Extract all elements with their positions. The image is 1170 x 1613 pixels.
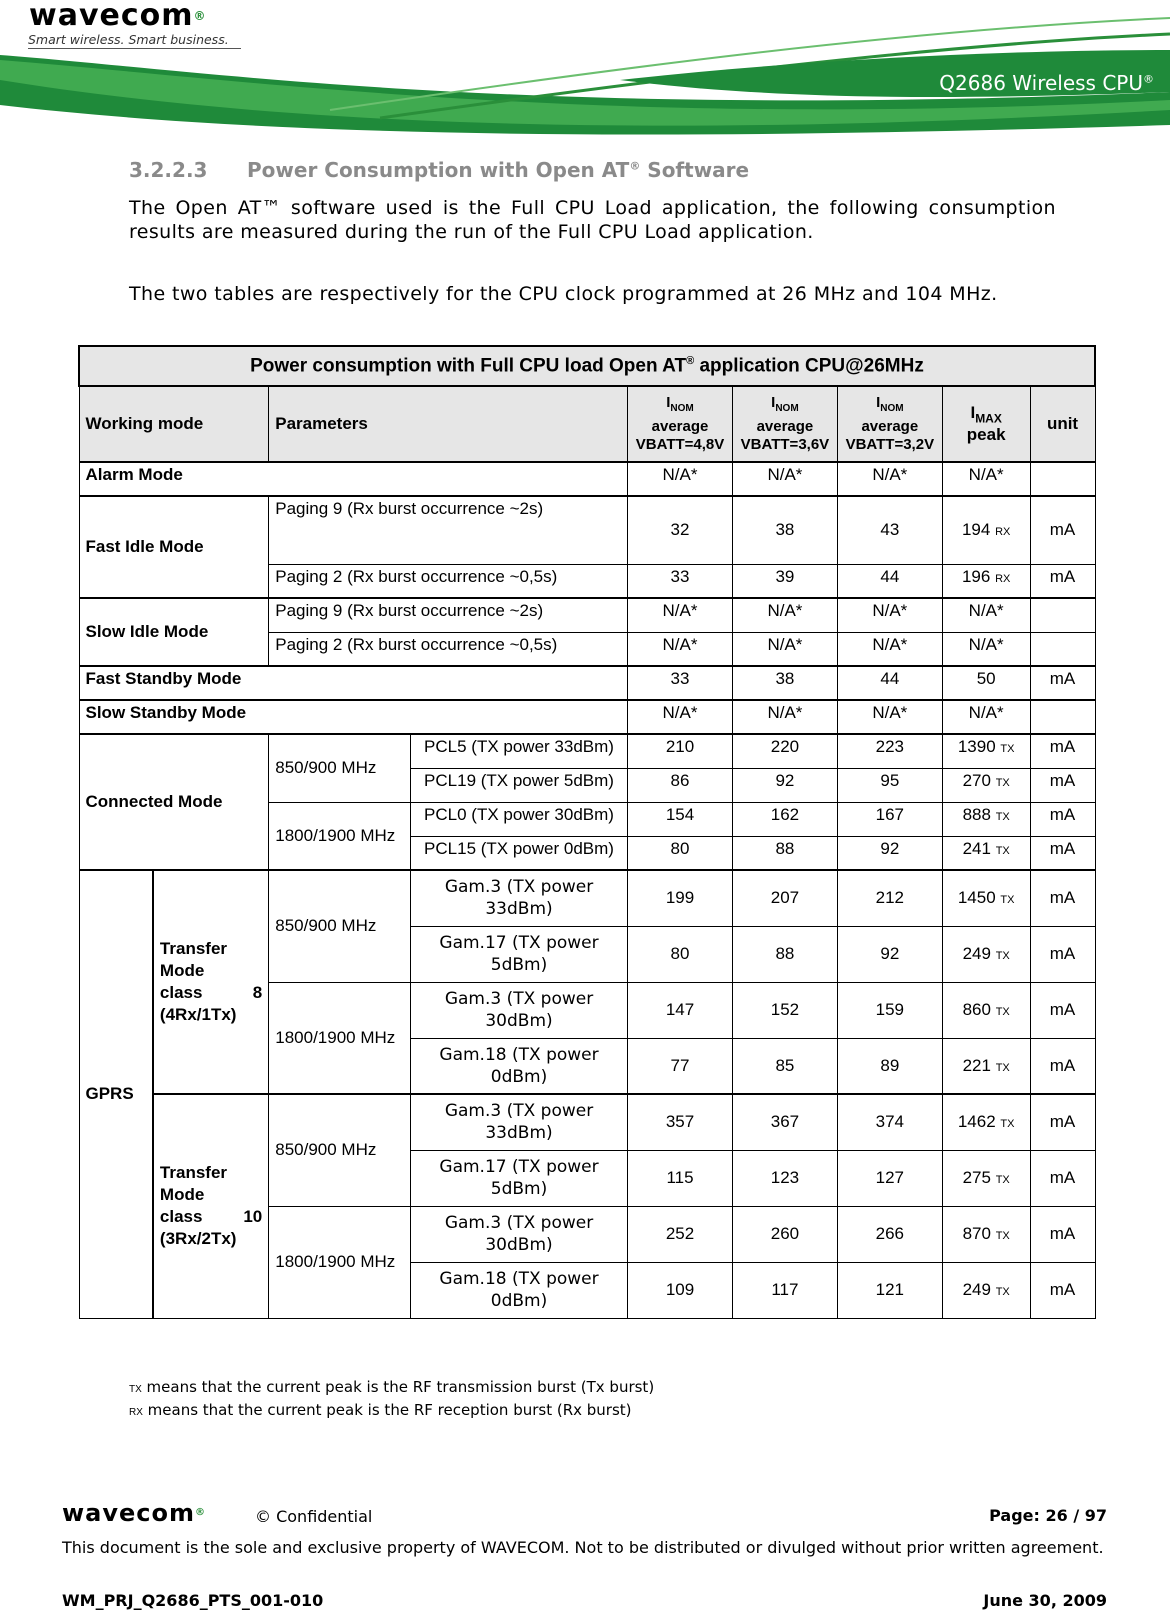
vbatt-36: VBATT=3,6V bbox=[740, 436, 830, 453]
param-cell: Gam.18 (TX power 0dBm) bbox=[410, 1262, 627, 1318]
peak-value: 860 bbox=[962, 1000, 991, 1019]
cell-unit: mA bbox=[1030, 870, 1095, 926]
section-title-mark: ® bbox=[629, 159, 641, 173]
cell-peak bbox=[942, 1094, 1030, 1150]
cell: 207 bbox=[732, 870, 837, 926]
cell: N/A* bbox=[942, 632, 1030, 666]
cell: 154 bbox=[628, 802, 733, 836]
note-sub: TX bbox=[129, 1384, 142, 1395]
cell: 50 bbox=[942, 666, 1030, 700]
cell: 109 bbox=[628, 1262, 733, 1318]
cell: 115 bbox=[628, 1150, 733, 1206]
cell: N/A* bbox=[628, 700, 733, 734]
product-name bbox=[939, 71, 1154, 95]
class8-line bbox=[160, 982, 262, 1004]
mode-fast-idle: Fast Idle Mode bbox=[79, 496, 269, 598]
tagline: Smart wireless. Smart business. bbox=[28, 32, 229, 47]
param-cell: Gam.17 (TX power 5dBm) bbox=[410, 1150, 627, 1206]
page-number: Page: 26 / 97 bbox=[989, 1506, 1107, 1525]
cell: 77 bbox=[628, 1038, 733, 1094]
cell: N/A* bbox=[628, 598, 733, 632]
cell: 86 bbox=[628, 768, 733, 802]
class8-number: 8 bbox=[252, 983, 263, 1002]
transfer-class-10 bbox=[153, 1094, 269, 1318]
cell: N/A* bbox=[837, 632, 942, 666]
header-unit: unit bbox=[1030, 386, 1095, 462]
cell: N/A* bbox=[732, 700, 837, 734]
peak-value: 870 bbox=[962, 1224, 991, 1243]
table-row bbox=[79, 870, 1095, 926]
peak-sub: TX bbox=[995, 810, 1010, 823]
band-cell: 850/900 MHz bbox=[269, 870, 411, 982]
cell-unit bbox=[1030, 598, 1095, 632]
band-cell: 1800/1900 MHz bbox=[269, 982, 411, 1094]
class10-number: 10 bbox=[243, 1207, 263, 1227]
cell: N/A* bbox=[628, 462, 733, 496]
table-row bbox=[79, 1094, 1095, 1150]
cell: 38 bbox=[732, 666, 837, 700]
param-cell: Gam.3 (TX power 30dBm) bbox=[410, 982, 627, 1038]
cell: 367 bbox=[732, 1094, 837, 1150]
header-parameters: Parameters bbox=[269, 386, 628, 462]
header-inom-32 bbox=[837, 386, 942, 462]
peak-sub: TX bbox=[995, 1174, 1010, 1186]
disclaimer: This document is the sole and exclusive property of WAVECOM. Not to be distributed or divulged without prior written agreement. bbox=[62, 1538, 1104, 1557]
cell: N/A* bbox=[942, 462, 1030, 496]
band-cell: 1800/1900 MHz bbox=[269, 1206, 411, 1318]
cell-unit: mA bbox=[1030, 666, 1095, 700]
peak-value: 1450 bbox=[957, 888, 996, 908]
footer-logo bbox=[62, 1500, 206, 1526]
band-cell: 850/900 MHz bbox=[269, 734, 411, 802]
average-label: average bbox=[651, 418, 709, 435]
table-caption-text: Power consumption with Full CPU load Open AT bbox=[250, 355, 687, 377]
param-cell: Gam.3 (TX power 30dBm) bbox=[410, 1206, 627, 1262]
cell: 39 bbox=[732, 564, 837, 598]
cell: N/A* bbox=[732, 598, 837, 632]
cell: 117 bbox=[732, 1262, 837, 1318]
power-consumption-table bbox=[78, 345, 1096, 1319]
document-date: June 30, 2009 bbox=[983, 1591, 1107, 1610]
table-caption-mark: ® bbox=[686, 354, 695, 367]
peak-sub: TX bbox=[995, 950, 1010, 962]
cell: 152 bbox=[732, 982, 837, 1038]
section-heading bbox=[129, 158, 749, 182]
note-rx bbox=[129, 1400, 654, 1423]
peak-sub: TX bbox=[995, 1061, 1010, 1074]
peak-sub: TX bbox=[995, 776, 1010, 789]
peak-value: 249 bbox=[962, 1280, 991, 1299]
note-text: means that the current peak is the RF reception burst (Rx burst) bbox=[142, 1401, 632, 1419]
class10-line: Mode bbox=[159, 1185, 205, 1205]
cell: 121 bbox=[837, 1262, 942, 1318]
cell: 95 bbox=[837, 768, 942, 802]
section-title-suffix: Software bbox=[640, 158, 750, 182]
document-reference: WM_PRJ_Q2686_PTS_001-010 bbox=[62, 1591, 324, 1610]
tagline-underline bbox=[28, 48, 241, 49]
band-cell: 1800/1900 MHz bbox=[269, 802, 411, 870]
class8-line: Transfer bbox=[159, 939, 228, 958]
cell: 44 bbox=[837, 564, 942, 598]
peak-sub: RX bbox=[995, 526, 1011, 539]
peak-sub: TX bbox=[1000, 1118, 1015, 1131]
header-working-mode: Working mode bbox=[79, 386, 269, 462]
peak-value: 196 bbox=[961, 566, 991, 586]
cell: N/A* bbox=[732, 632, 837, 666]
cell: 38 bbox=[732, 496, 837, 564]
inom-sub: NOM bbox=[880, 403, 904, 414]
note-tx bbox=[129, 1377, 654, 1400]
cell: 92 bbox=[837, 836, 942, 870]
cell: 210 bbox=[628, 734, 733, 768]
mode-gprs: GPRS bbox=[79, 870, 153, 1318]
cell-unit: mA bbox=[1030, 982, 1095, 1038]
vbatt-48: VBATT=4,8V bbox=[635, 436, 725, 453]
peak-sub: TX bbox=[995, 844, 1010, 857]
param-cell: Gam.3 (TX power 33dBm) bbox=[410, 1094, 627, 1150]
cell: N/A* bbox=[942, 598, 1030, 632]
cell-peak bbox=[942, 926, 1030, 982]
class10-word: class bbox=[159, 1207, 203, 1227]
confidential-label: © Confidential bbox=[255, 1507, 373, 1526]
cell-peak bbox=[942, 734, 1030, 768]
cell: 220 bbox=[732, 734, 837, 768]
band-cell: 850/900 MHz bbox=[269, 1094, 411, 1206]
cell: 357 bbox=[628, 1094, 733, 1150]
cell-unit: mA bbox=[1030, 1150, 1095, 1206]
class10-line bbox=[160, 1206, 262, 1228]
table-row bbox=[79, 462, 1095, 496]
cell: 223 bbox=[837, 734, 942, 768]
peak-sub: RX bbox=[995, 572, 1011, 585]
peak-sub: TX bbox=[995, 1230, 1010, 1242]
cell-peak bbox=[942, 768, 1030, 802]
cell-peak bbox=[942, 1262, 1030, 1318]
cell-unit: mA bbox=[1030, 802, 1095, 836]
peak-value: 241 bbox=[962, 838, 991, 858]
peak-value: 221 bbox=[962, 1055, 991, 1075]
param-cell: Paging 9 (Rx burst occurrence ~2s) bbox=[269, 496, 628, 564]
param-cell: PCL0 (TX power 30dBm) bbox=[410, 802, 627, 836]
cell: N/A* bbox=[837, 462, 942, 496]
paragraph-tables: The two tables are respectively for the CPU clock programmed at 26 MHz and 104 MHz. bbox=[129, 283, 998, 305]
cell-unit: mA bbox=[1030, 926, 1095, 982]
cell: N/A* bbox=[628, 632, 733, 666]
table-caption bbox=[79, 346, 1095, 386]
table-row bbox=[79, 598, 1095, 632]
cell: 159 bbox=[837, 982, 942, 1038]
mode-slow-standby: Slow Standby Mode bbox=[79, 700, 628, 734]
cell: 88 bbox=[732, 836, 837, 870]
section-title: Power Consumption with Open AT bbox=[247, 158, 630, 182]
cell: N/A* bbox=[837, 700, 942, 734]
cell: 162 bbox=[732, 802, 837, 836]
cell-peak bbox=[942, 870, 1030, 926]
cell: 147 bbox=[628, 982, 733, 1038]
inom-symbol: I bbox=[876, 394, 881, 411]
cell-unit: mA bbox=[1030, 836, 1095, 870]
cell-peak bbox=[942, 802, 1030, 836]
mode-connected: Connected Mode bbox=[79, 734, 269, 870]
cell-unit: mA bbox=[1030, 768, 1095, 802]
peak-label: peak bbox=[966, 425, 1006, 445]
class8-line: (4Rx/1Tx) bbox=[159, 1005, 237, 1024]
cell: 80 bbox=[628, 836, 733, 870]
param-cell: Paging 2 (Rx burst occurrence ~0,5s) bbox=[269, 564, 628, 598]
cell-peak bbox=[942, 836, 1030, 870]
mode-slow-idle: Slow Idle Mode bbox=[79, 598, 269, 666]
average-label: average bbox=[756, 418, 814, 435]
vbatt-32: VBATT=3,2V bbox=[845, 436, 935, 453]
peak-sub: TX bbox=[995, 1286, 1010, 1298]
cell: 260 bbox=[732, 1206, 837, 1262]
footer-logo-text: wavecom bbox=[62, 1499, 196, 1527]
header-inom-48 bbox=[628, 386, 733, 462]
cell-unit bbox=[1030, 700, 1095, 734]
table-notes bbox=[129, 1377, 654, 1423]
product-mark: ® bbox=[1143, 72, 1154, 86]
cell: N/A* bbox=[837, 598, 942, 632]
imax-symbol: I bbox=[970, 402, 976, 422]
cell: 167 bbox=[837, 802, 942, 836]
peak-value: 275 bbox=[962, 1168, 991, 1187]
cell-unit: mA bbox=[1030, 564, 1095, 598]
logo-text: wavecom bbox=[29, 0, 194, 33]
cell: 32 bbox=[628, 496, 733, 564]
mode-fast-standby: Fast Standby Mode bbox=[79, 666, 628, 700]
footer-logo-mark: ® bbox=[195, 1507, 207, 1518]
cell: 33 bbox=[628, 564, 733, 598]
param-cell: PCL15 (TX power 0dBm) bbox=[410, 836, 627, 870]
peak-value: 888 bbox=[962, 804, 991, 824]
peak-value: 1390 bbox=[957, 737, 996, 756]
cell: 80 bbox=[628, 926, 733, 982]
cell-peak bbox=[942, 564, 1030, 598]
cell: 212 bbox=[837, 870, 942, 926]
cell-peak bbox=[942, 982, 1030, 1038]
transfer-class-8 bbox=[153, 870, 269, 1094]
cell: 123 bbox=[732, 1150, 837, 1206]
cell: 43 bbox=[837, 496, 942, 564]
wavecom-logo bbox=[29, 0, 207, 32]
param-cell: PCL5 (TX power 33dBm) bbox=[410, 734, 627, 768]
inom-sub: NOM bbox=[670, 403, 694, 414]
inom-symbol: I bbox=[771, 394, 776, 411]
param-cell: Gam.18 (TX power 0dBm) bbox=[410, 1038, 627, 1094]
note-text: means that the current peak is the RF transmission burst (Tx burst) bbox=[141, 1378, 655, 1396]
cell-peak bbox=[942, 1038, 1030, 1094]
cell: 85 bbox=[732, 1038, 837, 1094]
cell-unit: mA bbox=[1030, 496, 1095, 564]
peak-value: 194 bbox=[961, 520, 991, 540]
paragraph-intro: The Open AT™ software used is the Full CPU Load application, the following consumption results are measured during the run of the Full CPU Load application. bbox=[129, 197, 1056, 243]
cell: 89 bbox=[837, 1038, 942, 1094]
inom-symbol: I bbox=[666, 394, 671, 411]
cell-unit: mA bbox=[1030, 1038, 1095, 1094]
class10-line: Transfer bbox=[159, 1163, 228, 1183]
peak-sub: TX bbox=[995, 1006, 1010, 1018]
cell-unit: mA bbox=[1030, 734, 1095, 768]
peak-value: 249 bbox=[962, 944, 991, 963]
table-row bbox=[79, 734, 1095, 768]
cell: 92 bbox=[732, 768, 837, 802]
cell-peak bbox=[942, 496, 1030, 564]
peak-sub: TX bbox=[1000, 743, 1015, 755]
class8-word: class bbox=[159, 983, 203, 1002]
cell: 199 bbox=[628, 870, 733, 926]
cell: 88 bbox=[732, 926, 837, 982]
cell: 44 bbox=[837, 666, 942, 700]
cell: N/A* bbox=[732, 462, 837, 496]
cell-peak bbox=[942, 1150, 1030, 1206]
param-cell: Paging 9 (Rx burst occurrence ~2s) bbox=[269, 598, 628, 632]
average-label: average bbox=[861, 418, 919, 435]
inom-sub: NOM bbox=[775, 403, 799, 414]
cell-unit bbox=[1030, 632, 1095, 666]
cell-unit: mA bbox=[1030, 1094, 1095, 1150]
cell-peak bbox=[942, 1206, 1030, 1262]
table-row bbox=[79, 496, 1095, 564]
class10-line: (3Rx/2Tx) bbox=[159, 1229, 237, 1249]
imax-sub: MAX bbox=[975, 411, 1002, 426]
param-cell: PCL19 (TX power 5dBm) bbox=[410, 768, 627, 802]
table-row bbox=[79, 700, 1095, 734]
param-cell: Gam.3 (TX power 33dBm) bbox=[410, 870, 627, 926]
peak-value: 1462 bbox=[957, 1112, 996, 1132]
peak-value: 270 bbox=[962, 770, 991, 790]
cell-unit: mA bbox=[1030, 1206, 1095, 1262]
cell: 127 bbox=[837, 1150, 942, 1206]
header-imax bbox=[942, 386, 1030, 462]
cell: 374 bbox=[837, 1094, 942, 1150]
param-cell: Gam.17 (TX power 5dBm) bbox=[410, 926, 627, 982]
logo-mark: ® bbox=[193, 9, 207, 23]
cell: 33 bbox=[628, 666, 733, 700]
cell: 266 bbox=[837, 1206, 942, 1262]
table-caption-suffix: application CPU@26MHz bbox=[694, 355, 924, 377]
cell: 92 bbox=[837, 926, 942, 982]
cell: 252 bbox=[628, 1206, 733, 1262]
cell-unit: mA bbox=[1030, 1262, 1095, 1318]
param-cell: Paging 2 (Rx burst occurrence ~0,5s) bbox=[269, 632, 628, 666]
cell: N/A* bbox=[942, 700, 1030, 734]
header-inom-36 bbox=[732, 386, 837, 462]
table-row bbox=[79, 666, 1095, 700]
cell-unit bbox=[1030, 462, 1095, 496]
section-number: 3.2.2.3 bbox=[129, 158, 208, 182]
table-header-row bbox=[79, 386, 1095, 462]
peak-sub: TX bbox=[1000, 894, 1015, 907]
mode-alarm: Alarm Mode bbox=[79, 462, 628, 496]
product-title: Q2686 Wireless CPU bbox=[939, 71, 1143, 95]
note-sub: RX bbox=[129, 1407, 143, 1418]
class8-line: Mode bbox=[159, 961, 205, 980]
